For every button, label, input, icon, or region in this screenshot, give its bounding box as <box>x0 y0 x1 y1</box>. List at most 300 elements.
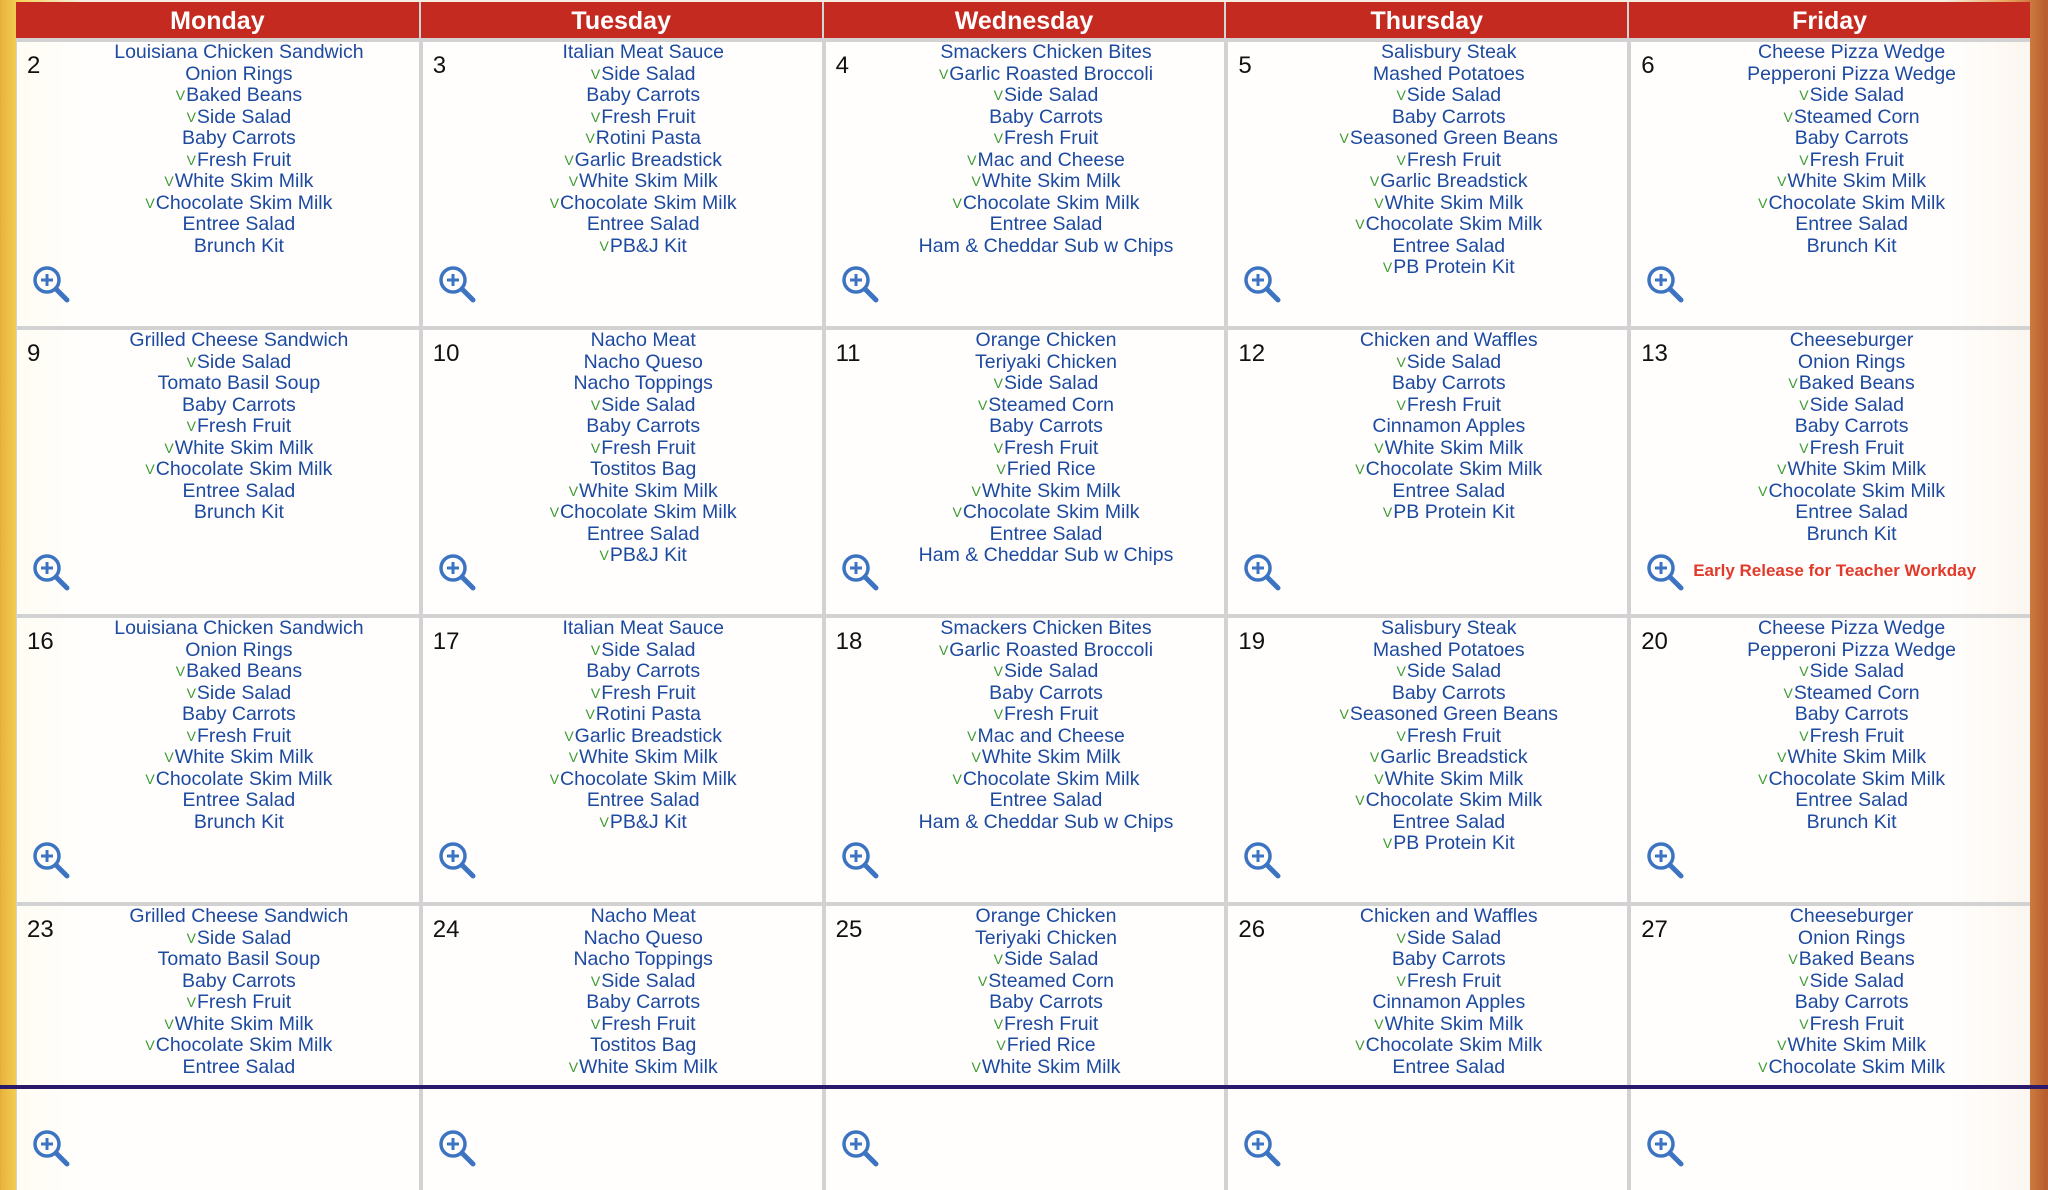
zoom-in-icon[interactable] <box>1645 840 1685 880</box>
vegetarian-icon: V <box>1788 951 1798 967</box>
menu-item-label: Side Salad <box>1004 948 1099 970</box>
vegetarian-icon: V <box>175 663 186 679</box>
vegetarian-icon: V <box>1355 1037 1365 1053</box>
vegetarian-icon: V <box>1369 749 1380 765</box>
menu-item <box>67 1014 411 1036</box>
menu-item-label: Tomato Basil Soup <box>157 948 321 970</box>
menu-item-label: White Skim Milk <box>981 479 1121 502</box>
menu-list <box>876 906 1217 1078</box>
menu-item <box>876 438 1217 460</box>
menu-item-label: Side Salad <box>1406 350 1502 373</box>
menu-item <box>67 416 411 438</box>
vegetarian-icon: V <box>186 108 196 125</box>
menu-item <box>1681 790 2022 812</box>
menu-item-label: Baby Carrots <box>586 84 701 106</box>
menu-item <box>876 790 1217 812</box>
day-number: 9 <box>27 340 41 367</box>
menu-item-label: Onion Rings <box>1797 926 1906 949</box>
menu-item <box>876 971 1217 993</box>
menu-item-label: White Skim Milk <box>981 746 1121 768</box>
menu-item-label: Entree Salad <box>586 789 700 811</box>
menu-item-label: Chocolate Skim Milk <box>1365 1034 1543 1056</box>
week-row <box>16 902 2030 1190</box>
menu-item-label: Baby Carrots <box>989 415 1103 437</box>
menu-item-label: White Skim Milk <box>981 170 1121 192</box>
menu-item <box>876 992 1217 1014</box>
menu-item-label: White Skim Milk <box>1787 170 1927 192</box>
menu-item <box>67 1057 411 1079</box>
vegetarian-icon: V <box>186 151 196 168</box>
menu-item <box>1681 416 2022 438</box>
menu-item <box>1681 524 2022 546</box>
menu-item-label: Baby Carrots <box>1794 415 1909 437</box>
menu-item-label: Entree Salad <box>1392 1055 1506 1078</box>
day-cell <box>822 42 1225 326</box>
day-number: 5 <box>1238 52 1252 79</box>
menu-item-label: Steamed Corn <box>988 393 1115 416</box>
vegetarian-icon: V <box>1339 130 1349 146</box>
menu-item-label: White Skim Milk <box>174 1012 314 1035</box>
menu-item-label: Teriyaki Chicken <box>975 926 1117 949</box>
menu-item <box>67 790 411 812</box>
vegetarian-icon: V <box>186 727 196 744</box>
vegetarian-icon: V <box>1777 173 1787 189</box>
menu-item <box>67 1035 411 1057</box>
menu-item <box>1278 949 1619 971</box>
menu-item <box>876 1014 1217 1036</box>
menu-item <box>1681 214 2022 236</box>
day-cell <box>16 618 419 902</box>
menu-item-label: Seasoned Green Beans <box>1349 703 1559 725</box>
menu-item-label: Grilled Cheese Sandwich <box>129 905 349 927</box>
week-row <box>16 38 2030 326</box>
menu-item-label: Cinnamon Apples <box>1372 991 1526 1013</box>
menu-item <box>1681 971 2022 993</box>
vegetarian-icon: V <box>590 108 601 125</box>
menu-item <box>1681 481 2022 503</box>
menu-item-label: White Skim Milk <box>174 746 314 768</box>
menu-item-label: Baby Carrots <box>182 127 296 149</box>
menu-item-label: Baby Carrots <box>1794 127 1909 149</box>
vegetarian-icon: V <box>952 504 962 520</box>
menu-item <box>1278 906 1619 928</box>
vegetarian-icon: V <box>1777 461 1787 477</box>
menu-item <box>1681 618 2022 640</box>
menu-item-label: Baked Beans <box>186 660 303 682</box>
header-thursday: Thursday <box>1224 2 1627 38</box>
menu-item-label: Garlic Roasted Broccoli <box>949 62 1154 85</box>
menu-item <box>876 85 1217 107</box>
vegetarian-icon: V <box>1355 792 1365 808</box>
vegetarian-icon: V <box>993 663 1003 679</box>
menu-item <box>1278 1035 1619 1057</box>
menu-item <box>473 812 814 834</box>
menu-item <box>1278 257 1619 279</box>
menu-item-label: Fresh Fruit <box>1004 127 1099 149</box>
zoom-in-icon[interactable] <box>840 552 880 592</box>
menu-item-label: Chocolate Skim Milk <box>1768 1055 1946 1078</box>
menu-item-label: White Skim Milk <box>579 746 718 768</box>
menu-item <box>473 236 814 258</box>
menu-item <box>67 236 411 258</box>
menu-item-label: Side Salad <box>601 638 696 661</box>
menu-item-label: Fresh Fruit <box>1004 703 1099 725</box>
menu-item <box>1681 906 2022 928</box>
menu-item <box>876 747 1217 769</box>
menu-item <box>1278 438 1619 460</box>
vegetarian-icon: V <box>164 749 174 765</box>
zoom-in-icon[interactable] <box>1242 840 1282 880</box>
menu-item <box>67 747 411 769</box>
menu-item-label: Baby Carrots <box>586 415 701 437</box>
menu-item <box>1278 618 1619 640</box>
menu-item-label: Onion Rings <box>1797 350 1906 373</box>
menu-item-label: Side Salad <box>601 393 696 416</box>
menu-item-label: Side Salad <box>1809 969 1904 992</box>
vegetarian-icon: V <box>1758 1058 1768 1075</box>
zoom-in-icon[interactable] <box>31 1128 71 1168</box>
zoom-in-icon[interactable] <box>1645 552 1685 592</box>
menu-item-label: White Skim Milk <box>1787 1034 1927 1056</box>
menu-item <box>67 193 411 215</box>
menu-item <box>67 85 411 107</box>
vegetarian-icon: V <box>549 194 560 211</box>
menu-item <box>473 1014 814 1036</box>
menu-item <box>67 769 411 791</box>
vegetarian-icon: V <box>1382 504 1393 520</box>
menu-item <box>1681 236 2022 258</box>
zoom-in-icon[interactable] <box>1242 264 1282 304</box>
menu-item-label: Nacho Toppings <box>573 372 713 394</box>
day-cell <box>1224 618 1627 902</box>
day-cell <box>16 330 419 614</box>
day-cell <box>419 618 822 902</box>
menu-item <box>67 150 411 172</box>
menu-item <box>1278 416 1619 438</box>
menu-item-label: White Skim Milk <box>1787 746 1927 768</box>
menu-item-label: PB Protein Kit <box>1393 256 1515 278</box>
menu-item <box>67 928 411 950</box>
menu-item <box>876 236 1217 258</box>
menu-item <box>1278 85 1619 107</box>
menu-item <box>67 214 411 236</box>
menu-item <box>1278 395 1619 417</box>
menu-item-label: Brunch Kit <box>1806 810 1897 833</box>
header-tuesday: Tuesday <box>419 2 822 38</box>
vegetarian-icon: V <box>1355 461 1365 477</box>
menu-item <box>67 459 411 481</box>
menu-item-label: Ham & Cheddar Sub w Chips <box>918 544 1174 566</box>
menu-item <box>1278 1057 1619 1079</box>
menu-item <box>1681 661 2022 683</box>
vegetarian-icon: V <box>590 684 601 701</box>
menu-item-label: Fresh Fruit <box>1406 148 1502 171</box>
menu-item-label: Side Salad <box>1809 84 1904 106</box>
menu-item-label: Side Salad <box>1406 84 1502 106</box>
menu-item <box>876 416 1217 438</box>
menu-list <box>67 42 411 257</box>
day-cell <box>1627 42 2030 326</box>
menu-item-label: Garlic Roasted Broccoli <box>949 638 1154 661</box>
menu-list <box>473 906 814 1078</box>
day-number: 23 <box>27 916 54 943</box>
menu-item-label: Salisbury Steak <box>1381 617 1517 639</box>
menu-item-label: Onion Rings <box>185 62 293 85</box>
menu-item-label: Cheese Pizza Wedge <box>1758 617 1946 639</box>
menu-item-label: PB&J Kit <box>609 810 687 833</box>
menu-item <box>876 545 1217 567</box>
zoom-in-icon[interactable] <box>840 1128 880 1168</box>
menu-item-label: Baby Carrots <box>989 105 1103 128</box>
menu-item <box>876 812 1217 834</box>
menu-item <box>473 618 814 640</box>
zoom-in-icon[interactable] <box>437 840 477 880</box>
day-number: 24 <box>432 916 460 943</box>
vegetarian-icon: V <box>1799 87 1809 103</box>
menu-item-label: Baby Carrots <box>1391 372 1506 394</box>
menu-item-label: Entree Salad <box>586 213 700 235</box>
vegetarian-icon: V <box>1783 108 1793 125</box>
menu-item <box>473 790 814 812</box>
day-number: 18 <box>835 628 863 655</box>
menu-item <box>67 906 411 928</box>
day-number: 19 <box>1238 628 1266 655</box>
menu-item <box>876 481 1217 503</box>
vegetarian-icon: V <box>1374 439 1384 456</box>
menu-item <box>67 949 411 971</box>
menu-item <box>1278 790 1619 812</box>
day-number: 3 <box>432 52 447 79</box>
day-number: 20 <box>1641 628 1668 655</box>
menu-item <box>1681 992 2022 1014</box>
lunch-menu-calendar <box>16 2 2030 1190</box>
menu-item <box>876 150 1217 172</box>
day-number: 6 <box>1641 52 1655 79</box>
vegetarian-icon: V <box>1758 770 1768 787</box>
menu-item-label: Chocolate Skim Milk <box>155 458 333 480</box>
menu-item <box>876 193 1217 215</box>
vegetarian-icon: V <box>971 482 981 499</box>
menu-item <box>1681 640 2022 662</box>
menu-item-label: Side Salad <box>601 62 696 85</box>
menu-item <box>1681 1014 2022 1036</box>
menu-item-label: Nacho Meat <box>590 329 696 351</box>
menu-item-label: Entree Salad <box>989 213 1103 235</box>
menu-item <box>67 373 411 395</box>
vegetarian-icon: V <box>1396 87 1406 103</box>
menu-item <box>473 214 814 236</box>
menu-item <box>473 416 814 438</box>
menu-item-label: Chocolate Skim Milk <box>560 191 737 214</box>
menu-item <box>473 747 814 769</box>
vegetarian-icon: V <box>145 194 155 211</box>
day-number: 17 <box>432 628 460 655</box>
menu-item <box>1681 373 2022 395</box>
menu-list <box>1681 906 2022 1078</box>
vegetarian-icon: V <box>1374 1015 1384 1032</box>
menu-item-label: Mac and Cheese <box>977 724 1125 747</box>
menu-item-label: Rotini Pasta <box>595 127 701 149</box>
vegetarian-icon: V <box>599 237 609 254</box>
menu-item <box>876 373 1217 395</box>
menu-item-label: Louisiana Chicken Sandwich <box>114 617 364 639</box>
zoom-in-icon[interactable] <box>437 264 477 304</box>
menu-item-label: Chocolate Skim Milk <box>962 501 1140 523</box>
menu-item <box>876 640 1217 662</box>
menu-item-label: Ham & Cheddar Sub w Chips <box>918 234 1174 257</box>
zoom-in-icon[interactable] <box>1645 264 1685 304</box>
menu-item <box>473 502 814 524</box>
zoom-in-icon[interactable] <box>437 552 477 592</box>
menu-item-label: Rotini Pasta <box>595 703 701 725</box>
zoom-in-icon[interactable] <box>31 840 71 880</box>
menu-item <box>1681 928 2022 950</box>
week-row <box>16 614 2030 902</box>
menu-item-label: White Skim Milk <box>1384 767 1524 790</box>
menu-item-label: Fresh Fruit <box>1406 724 1502 747</box>
zoom-in-icon[interactable] <box>840 264 880 304</box>
vegetarian-icon: V <box>1799 396 1809 413</box>
menu-item <box>876 107 1217 129</box>
menu-item-label: Fried Rice <box>1006 1034 1096 1056</box>
menu-item-label: Chocolate Skim Milk <box>155 767 333 790</box>
zoom-in-icon[interactable] <box>31 264 71 304</box>
day-cell <box>822 330 1225 614</box>
zoom-in-icon[interactable] <box>840 840 880 880</box>
menu-item-label: Tostitos Bag <box>590 1034 697 1056</box>
zoom-in-icon[interactable] <box>1645 1128 1685 1168</box>
menu-item-label: Entree Salad <box>182 789 296 811</box>
menu-item <box>473 373 814 395</box>
menu-item <box>1278 42 1619 64</box>
zoom-in-icon[interactable] <box>31 552 71 592</box>
menu-item <box>1681 747 2022 769</box>
menu-item <box>1278 352 1619 374</box>
vegetarian-icon: V <box>993 951 1003 967</box>
menu-item <box>67 640 411 662</box>
vegetarian-icon: V <box>1396 929 1406 946</box>
menu-list <box>1681 330 2022 545</box>
vegetarian-icon: V <box>1396 151 1406 168</box>
menu-item <box>1278 833 1619 855</box>
menu-item <box>67 971 411 993</box>
day-cell <box>1627 330 2030 614</box>
menu-item <box>473 352 814 374</box>
menu-item <box>473 128 814 150</box>
vegetarian-icon: V <box>971 749 981 765</box>
menu-item-label: Entree Salad <box>1392 234 1506 257</box>
zoom-in-icon[interactable] <box>1242 552 1282 592</box>
menu-item-label: Mashed Potatoes <box>1372 62 1525 85</box>
menu-item-label: Entree Salad <box>182 479 296 502</box>
menu-item-label: Brunch Kit <box>193 810 284 833</box>
menu-item <box>1278 726 1619 748</box>
menu-item <box>1681 64 2022 86</box>
menu-item-label: Fresh Fruit <box>196 991 292 1013</box>
header-wednesday: Wednesday <box>822 2 1225 38</box>
vegetarian-icon: V <box>1799 151 1809 168</box>
menu-item <box>876 618 1217 640</box>
menu-item-label: Entree Salad <box>586 522 700 545</box>
menu-item <box>1681 704 2022 726</box>
menu-item <box>67 502 411 524</box>
menu-item <box>876 769 1217 791</box>
menu-item <box>67 661 411 683</box>
menu-item <box>1278 459 1619 481</box>
day-number: 4 <box>835 52 849 79</box>
menu-item-label: Italian Meat Sauce <box>562 41 724 63</box>
menu-item-label: Orange Chicken <box>975 905 1117 927</box>
day-cell <box>1627 618 2030 902</box>
menu-item-label: Nacho Meat <box>590 905 696 927</box>
menu-item <box>473 726 814 748</box>
vegetarian-icon: V <box>1339 706 1349 722</box>
day-number: 25 <box>835 916 863 943</box>
menu-item-label: Side Salad <box>196 350 292 373</box>
menu-item <box>1681 193 2022 215</box>
menu-item-label: Entree Salad <box>1392 479 1506 502</box>
menu-item <box>473 150 814 172</box>
vegetarian-icon: V <box>1396 727 1406 744</box>
menu-item <box>1681 107 2022 129</box>
menu-item <box>1681 395 2022 417</box>
menu-item <box>473 949 814 971</box>
menu-item-label: Side Salad <box>1004 660 1099 682</box>
menu-item-label: Teriyaki Chicken <box>975 350 1117 373</box>
menu-item-label: Baby Carrots <box>182 969 296 992</box>
vegetarian-icon: V <box>186 929 196 946</box>
vegetarian-icon: V <box>186 353 196 370</box>
menu-item <box>1681 1035 2022 1057</box>
day-cell <box>419 42 822 326</box>
menu-item-label: Baby Carrots <box>1794 991 1909 1013</box>
menu-list <box>473 618 814 833</box>
vegetarian-icon: V <box>1396 663 1406 679</box>
menu-item-label: Side Salad <box>1406 660 1502 682</box>
menu-item <box>67 481 411 503</box>
day-note: Early Release for Teacher Workday <box>1693 561 1977 580</box>
menu-item-label: Fresh Fruit <box>196 415 292 437</box>
menu-item-label: Chocolate Skim Milk <box>560 767 737 790</box>
menu-item-label: Entree Salad <box>182 213 296 235</box>
menu-item-label: Baked Beans <box>1798 948 1915 970</box>
menu-item-label: Garlic Breadstick <box>1380 746 1528 768</box>
menu-item-label: White Skim Milk <box>579 1055 718 1078</box>
menu-item-label: Baked Beans <box>186 84 303 106</box>
menu-item <box>1681 1057 2022 1079</box>
menu-item <box>473 42 814 64</box>
weekday-header <box>16 2 2030 38</box>
menu-item-label: Baby Carrots <box>1391 105 1506 128</box>
menu-item <box>473 992 814 1014</box>
menu-item-label: Fresh Fruit <box>1406 969 1502 992</box>
menu-item-label: Mashed Potatoes <box>1372 638 1525 661</box>
menu-item <box>473 459 814 481</box>
menu-item <box>876 459 1217 481</box>
menu-item-label: Fresh Fruit <box>1809 724 1904 747</box>
vegetarian-icon: V <box>993 439 1004 456</box>
menu-item <box>1278 236 1619 258</box>
menu-item <box>876 683 1217 705</box>
zoom-in-icon[interactable] <box>437 1128 477 1168</box>
zoom-in-icon[interactable] <box>1242 1128 1282 1168</box>
menu-item-label: Fresh Fruit <box>1406 393 1502 416</box>
menu-list <box>1278 618 1619 855</box>
vegetarian-icon: V <box>186 684 196 701</box>
menu-item-label: White Skim Milk <box>1787 458 1927 480</box>
vegetarian-icon: V <box>590 65 601 82</box>
menu-item-label: Chocolate Skim Milk <box>962 767 1140 790</box>
